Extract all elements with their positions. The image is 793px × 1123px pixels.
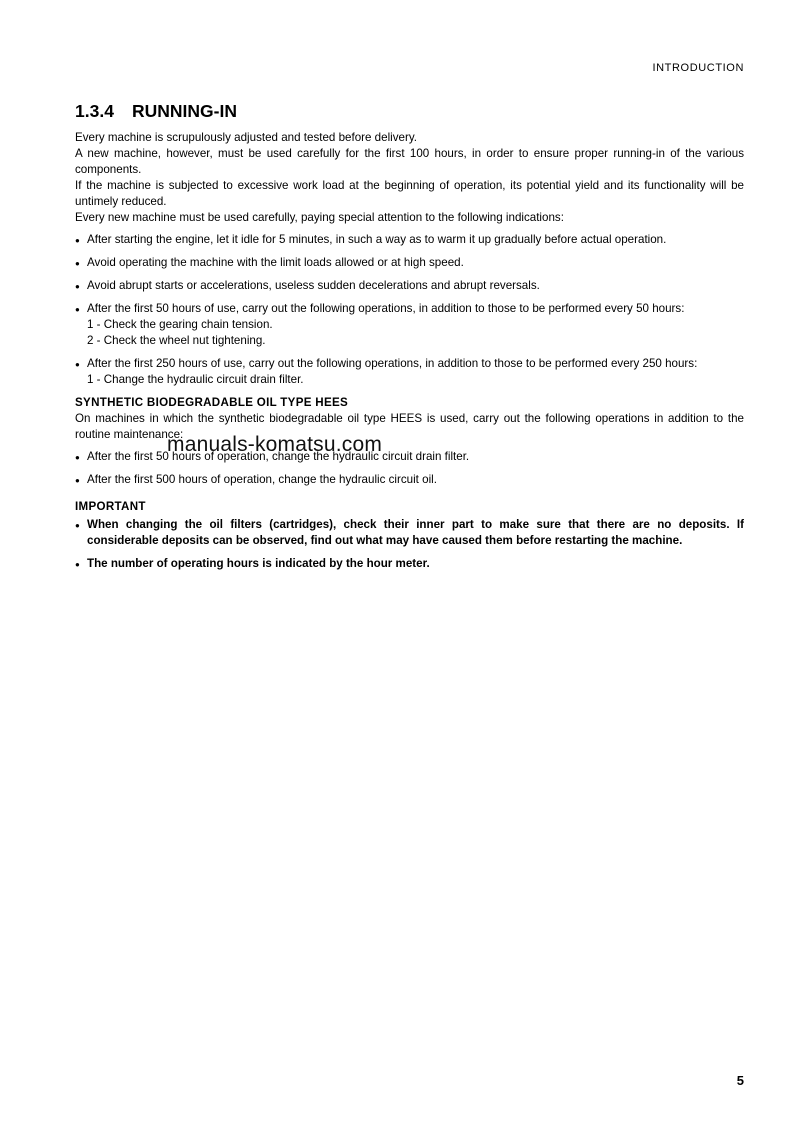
bullet-item xyxy=(75,278,744,294)
bullet-item xyxy=(75,232,744,248)
important-bullet-item: ● When changing the oil filters (cartridges), check their inner part to make sure that there are no deposits. If considerable deposits can be observed, find out what may have caused them before restarting the machine. xyxy=(75,517,744,549)
running-header: INTRODUCTION xyxy=(652,62,744,74)
important-bullet-item: ● The number of operating hours is indicated by the hour meter. xyxy=(75,556,744,572)
bullet-subitem: 1 - Check the gearing chain tension. xyxy=(87,318,273,331)
intro-paragraph: Every machine is scrupulously adjusted and tested before delivery. xyxy=(75,131,417,144)
section-title-text: RUNNING-IN xyxy=(132,101,237,121)
intro-paragraph: A new machine, however, must be used carefully for the first 100 hours, in order to ensure proper running-in of the various components. xyxy=(75,147,744,176)
important-heading: IMPORTANT xyxy=(75,500,146,513)
bullet-text: After starting the engine, let it idle for 5 minutes, in such a way as to warm it up gradually before actual operation. xyxy=(87,233,667,246)
synthetic-oil-intro: On machines in which the synthetic biodegradable oil type HEES is used, carry out the following operations in addition to the routine maintenance: xyxy=(75,412,744,441)
page-number: 5 xyxy=(736,1073,744,1088)
intro-paragraph: If the machine is subjected to excessive work load at the beginning of operation, its potential yield and its functionality will be untimely reduced. xyxy=(75,179,744,208)
bullet-text: After the first 250 hours of use, carry out the following operations, in addition to those to be performed every 250 hours: xyxy=(87,357,698,370)
bullet-item: ● After the first 50 hours of operation, change the hydraulic circuit drain filter. xyxy=(75,449,744,465)
section-number: 1.3.4 xyxy=(75,101,114,121)
bullet-subitem: 1 - Change the hydraulic circuit drain filter. xyxy=(87,373,304,386)
bullet-text: Avoid operating the machine with the limit loads allowed or at high speed. xyxy=(87,256,464,269)
bullet-text: Avoid abrupt starts or accelerations, useless sudden decelerations and abrupt reversals. xyxy=(87,279,540,292)
bullet-text: After the first 50 hours of use, carry out the following operations, in addition to those to be performed every 50 hours: xyxy=(87,302,685,315)
intro-paragraph: Every new machine must be used carefully, paying special attention to the following indications: xyxy=(75,211,564,224)
watermark-text: manuals-komatsu.com xyxy=(167,433,383,456)
page-content xyxy=(75,130,744,579)
bullet-subitem: 2 - Check the wheel nut tightening. xyxy=(87,334,266,347)
bullet-item: ● After the first 500 hours of operation, change the hydraulic circuit oil. xyxy=(75,472,744,488)
important-bullet-list xyxy=(75,517,744,572)
bullet-item xyxy=(75,356,744,388)
bullet-item xyxy=(75,255,744,271)
section-title xyxy=(75,101,237,122)
running-in-bullet-list xyxy=(75,232,744,388)
synthetic-oil-heading: SYNTHETIC BIODEGRADABLE OIL TYPE HEES xyxy=(75,396,349,409)
bullet-item xyxy=(75,301,744,349)
